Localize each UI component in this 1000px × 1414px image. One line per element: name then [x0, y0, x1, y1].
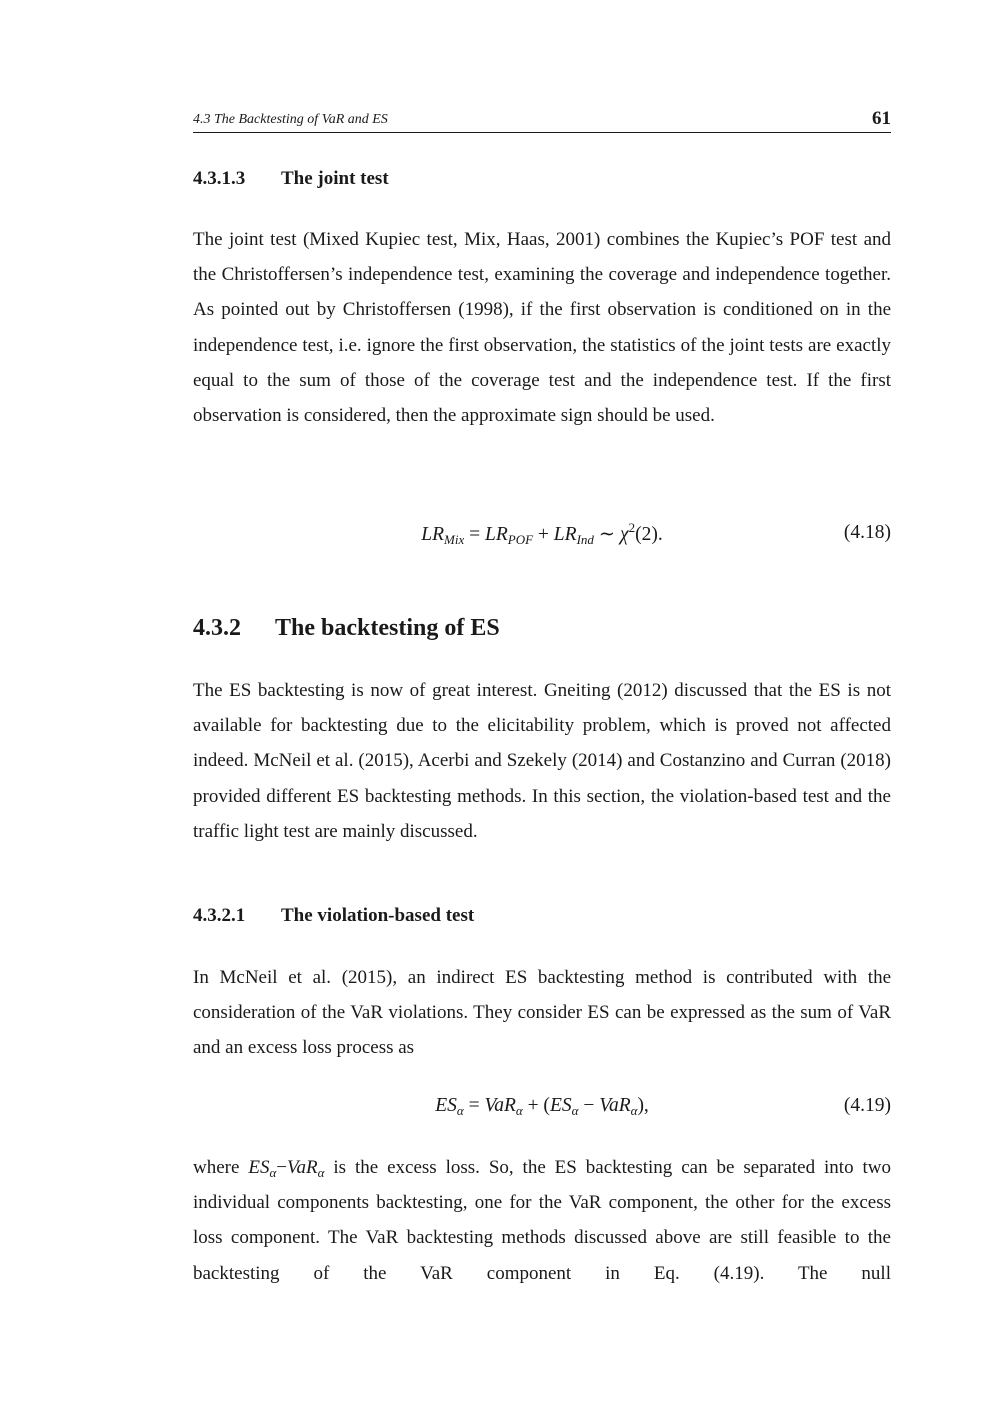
- equation-body: [193, 522, 891, 546]
- eq-sub-mix: Mix: [444, 532, 465, 547]
- inline-math-sub: α: [317, 1165, 325, 1180]
- eq-sim: ∼: [593, 524, 620, 545]
- equation-4-19: [193, 1095, 891, 1125]
- paragraph-excess-loss: [193, 1150, 891, 1326]
- heading-4-3-1-3: [193, 168, 891, 190]
- eq-equals: =: [463, 1095, 485, 1116]
- eq-minus: −: [578, 1095, 600, 1116]
- eq-close-paren: ),: [637, 1095, 649, 1116]
- heading-number: 4.3.2: [193, 615, 241, 641]
- inline-math-var: VaR: [287, 1157, 318, 1178]
- paragraph-es-backtesting: The ES backtesting is now of great interest. Gneiting (2012) discussed that the ES is not available for backtesting due to the elicitability problem, which is proved not affected indeed. McNeil et al. (2015), Acerbi and Szekely (2014) and Costanzino and Curran (2018) provided different ES backtesting methods. In this section, the violation-based test and the traffic light test are mainly discussed.: [193, 680, 891, 842]
- equation-body: [193, 1095, 891, 1117]
- eq-term-lr: LR: [421, 524, 445, 545]
- eq-chi: χ: [620, 524, 629, 545]
- equation-4-18: [193, 522, 891, 552]
- inline-math-sub: α: [269, 1165, 277, 1180]
- heading-4-3-2-1: [193, 905, 891, 927]
- eq-equals: =: [464, 524, 485, 545]
- eq-tail: (2).: [635, 524, 663, 545]
- eq-term-var: VaR: [484, 1095, 516, 1116]
- eq-term-lr: LR: [553, 524, 577, 545]
- eq-sub-pof: POF: [507, 532, 534, 547]
- heading-number: 4.3.1.3: [193, 168, 246, 189]
- heading-title: The backtesting of ES: [275, 615, 500, 641]
- eq-sub-alpha: α: [515, 1103, 523, 1118]
- paragraph-joint-test: The joint test (Mixed Kupiec test, Mix, Haas, 2001) combines the Kupiec’s POF test and the Christoffersen’s independence test, examining the coverage and independence together. As pointed out by Christoffersen (1998), if the first observation is conditioned on in the independence test, i.e. ignore the first observation, the statistics of the joint tests are exactly equal to the sum of those of the coverage test and the independence test. If the first observation is considered, then the approximate sign should be used.: [193, 229, 891, 427]
- heading-title: The violation-based test: [281, 905, 475, 926]
- inline-math-es: ES: [248, 1157, 270, 1178]
- text-run: where: [193, 1157, 249, 1178]
- page-number: 61: [872, 108, 891, 129]
- heading-4-3-2: [193, 615, 891, 642]
- eq-sub-alpha: α: [630, 1103, 638, 1118]
- equation-number: (4.19): [843, 1095, 891, 1116]
- eq-sub-ind: Ind: [576, 532, 594, 547]
- eq-term-es: ES: [549, 1095, 572, 1116]
- eq-plus: +: [533, 524, 554, 545]
- heading-number: 4.3.2.1: [193, 905, 246, 926]
- text-run: is the excess loss. So, the ES backtesting can be separated into two individual components backtesting, one for the VaR component, the other for the excess loss component. The VaR backtesting methods discussed above are still feasible to the backtesting of the VaR component in Eq. (4.19). The null: [193, 1157, 891, 1284]
- running-header: [193, 108, 891, 133]
- running-title: 4.3 The Backtesting of VaR and ES: [193, 112, 388, 127]
- eq-term-var: VaR: [599, 1095, 631, 1116]
- eq-sup: 2: [628, 520, 636, 535]
- eq-sub-alpha: α: [571, 1103, 579, 1118]
- paragraph-violation-based: In McNeil et al. (2015), an indirect ES backtesting method is contributed with the consideration of the VaR violations. They consider ES can be expressed as the sum of VaR and an excess loss process as: [193, 967, 891, 1059]
- inline-math-minus: −: [276, 1157, 287, 1178]
- eq-term-lr: LR: [485, 524, 508, 545]
- equation-number: (4.18): [843, 522, 891, 543]
- eq-plus-paren: + (: [522, 1095, 550, 1116]
- eq-term-es: ES: [435, 1095, 457, 1116]
- heading-title: The joint test: [281, 168, 389, 189]
- eq-sub-alpha: α: [456, 1103, 464, 1118]
